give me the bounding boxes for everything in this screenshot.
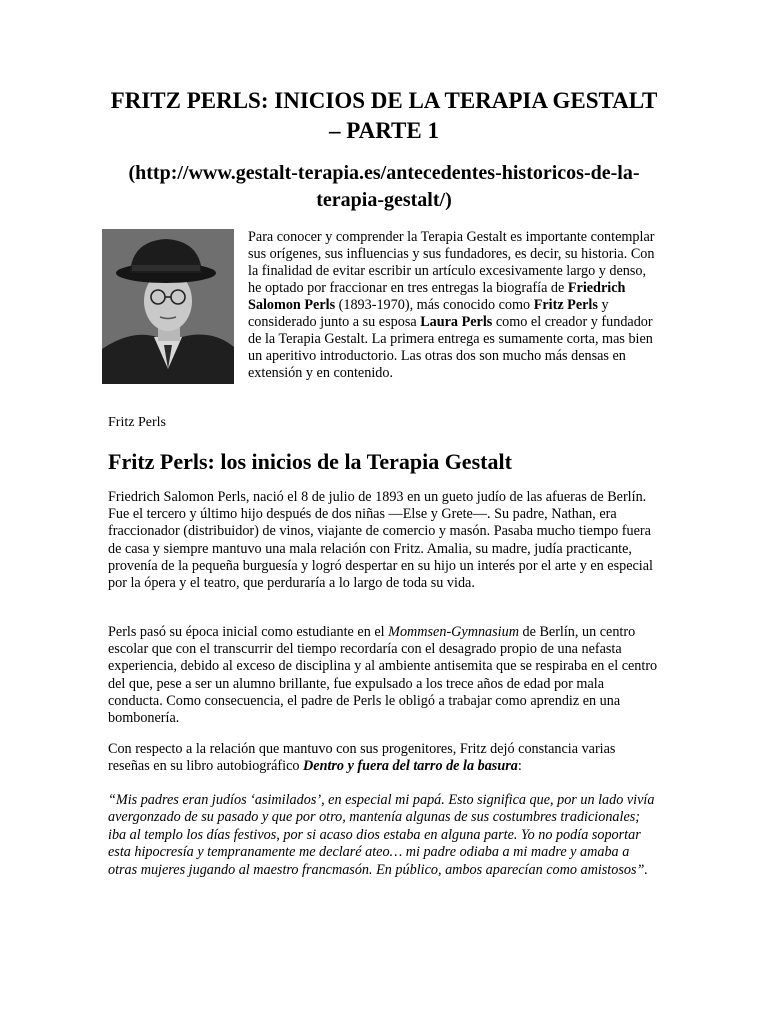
autobiography-quote: “Mis padres eran judíos ‘asimilados’, en especial mi papá. Esto significa que, por un lado vivía avergonzado de su pasado y que por otro, mantenía algunas de sus costumbres tradicionales; iba al templo los días festivos, por si acaso dios estaba en alguna parte. Yo no podía soportar esta hipocresía y tempranamente me declaré ateo… mi padre odiaba a mi madre y amaba a otras mujeres jugando al maestro francmasón. En público, ambos aparecían como amistosos”.	[108, 792, 655, 878]
fritz-perls-portrait	[102, 229, 234, 384]
book-title-bold-italic: Dentro y fuera del tarro de la basura	[303, 758, 518, 775]
intro-text: y considerado junto a su esposa	[248, 297, 609, 330]
intro-bold-laura-perls: Laura Perls	[420, 314, 493, 330]
paragraph-school	[108, 624, 660, 727]
section-heading: Fritz Perls: los inicios de la Terapia Gestalt	[108, 449, 512, 474]
paragraph-birth: Friedrich Salomon Perls, nació el 8 de julio de 1893 en un gueto judío de las afueras de Berlín. Fue el tercero y último hijo después de dos niñas —Else y Grete—. Su padre, Nathan, era fraccionador (distribuidor) de vinos, viajante de comercio y masón. Pasaba mucho tiempo fuera de casa y siempre mantuvo una mala relación con Fritz. Amalia, su madre, judía practicante, provenía de la pequeña burguesía y logró despertar en su hijo un interés por el arte y en especial por la ópera y el teatro, que perduraría a lo largo de toda su vida.	[108, 489, 653, 592]
intro-bold-fritz-perls: Fritz Perls	[533, 297, 598, 313]
paragraph-parents	[108, 741, 660, 775]
intro-paragraph	[248, 229, 660, 382]
portrait-illustration	[102, 229, 234, 384]
intro-text: (1893-1970), más conocido como	[335, 297, 534, 313]
intro-text: Para conocer y comprender la Terapia Gestalt es importante contemplar sus orígenes, sus influencias y sus fundadores, es decir, su historia. Con la finalidad de evitar escribir un artículo excesivamente largo y denso, he optado por fraccionar en tres entregas la biografía de	[248, 229, 655, 296]
photo-caption: Fritz Perls	[108, 415, 166, 430]
intro-bold-full-name: Friedrich Salomon Perls	[248, 280, 626, 313]
paragraph-text: Perls pasó su época inicial como estudiante en el	[108, 624, 389, 640]
paragraph-text: :	[517, 758, 522, 775]
intro-text: como el creador y fundador de la Terapia Gestalt. La primera entrega es sumamente corta, mas bien un aperitivo introductorio. Las otras dos son mucho más densas en extensión y en contenido.	[248, 314, 653, 381]
source-url[interactable]: (http://www.gestalt-terapia.es/antecedentes-historicos-de-la-terapia-gestalt/)	[128, 162, 640, 211]
paragraph-text: Con respecto a la relación que mantuvo con sus progenitores, Fritz dejó constancia varias reseñas en su libro autobiográfico	[108, 741, 616, 775]
school-name-italic: Mommsen-Gymnasium	[388, 624, 519, 640]
document-title: FRITZ PERLS: INICIOS DE LA TERAPIA GESTALT – PARTE 1	[110, 88, 658, 143]
paragraph-text: de Berlín, un centro escolar que con el transcurrir del tiempo recordaría con el desagrado propio de una nefasta experiencia, debido al exceso de disciplina y al ambiente antisemita que se respiraba en el centro del que, pese a ser un alumno brillante, fue expulsado a los trece años de edad por mala conducta. Como consecuencia, el padre de Perls le obligó a trabajar como aprendiz en una bombonería.	[108, 624, 658, 727]
